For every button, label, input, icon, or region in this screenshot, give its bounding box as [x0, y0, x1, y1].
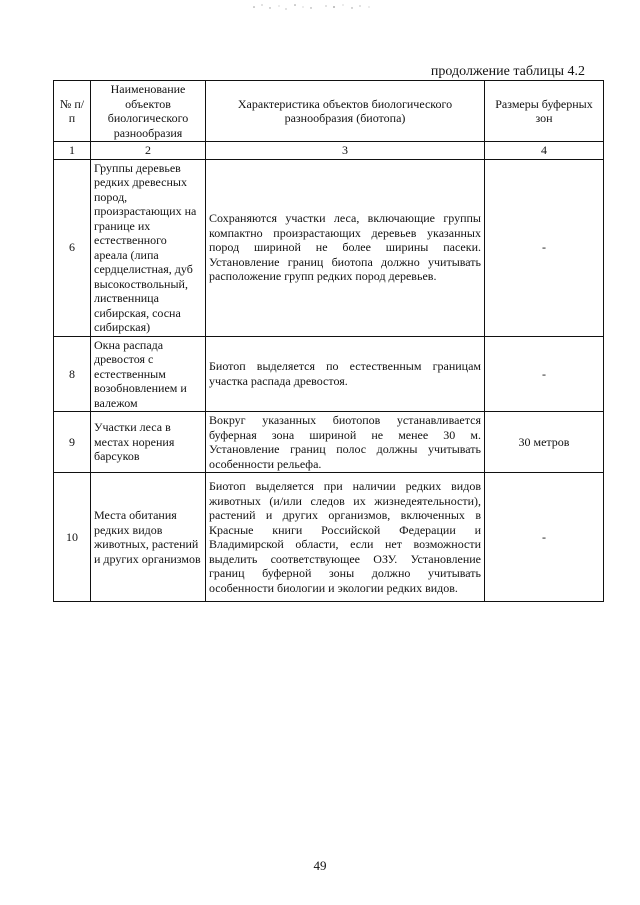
column-index-cell: 4 — [485, 142, 604, 160]
row-buffer-size: - — [485, 336, 604, 412]
table-row — [54, 412, 604, 473]
table-header-row — [54, 81, 604, 142]
row-buffer-size: - — [485, 159, 604, 336]
row-characteristic: Вокруг указанных биотопов устанавливается буферная зона шириной не менее 30 м. Установление границ полос должны учитывать особенности рельефа. — [206, 412, 485, 473]
row-num: 9 — [54, 412, 91, 473]
table-row — [54, 473, 604, 602]
row-characteristic: Биотоп выделяется по естественным границам участка распада древостоя. — [206, 336, 485, 412]
column-index-cell: 1 — [54, 142, 91, 160]
table-continuation-label: продолжение таблицы 4.2 — [430, 64, 585, 79]
header-num: № п/п — [54, 81, 91, 142]
row-name: Группы деревьев редких древесных пород, произрастающих на границе их естественного ареала (липа сердцелистная, дуб высокоствольный, лиственница сибирская, сосна сибирская) — [91, 159, 206, 336]
row-num: 10 — [54, 473, 91, 602]
row-characteristic: Биотоп выделяется при наличии редких видов животных (и/или следов их жизнедеятельности), растений и других организмов, включенных в Красные книги Российской Федерации и Владимирской области, если нет возможности выделить соответствующее ОЗУ. Установление границ буферной зоны должно учитывать особенности биологии и экологии редких видов. — [206, 473, 485, 602]
header-buffer-size: Размеры буферных зон — [485, 81, 604, 142]
column-index-cell: 2 — [91, 142, 206, 160]
header-characteristic: Характеристика объектов биологического разнообразия (биотопа) — [206, 81, 485, 142]
row-num: 6 — [54, 159, 91, 336]
row-num: 8 — [54, 336, 91, 412]
row-buffer-size: - — [485, 473, 604, 602]
scan-noise-marks — [248, 2, 378, 12]
table-row — [54, 336, 604, 412]
row-name: Места обитания редких видов животных, растений и других организмов — [91, 473, 206, 602]
row-name: Окна распада древостоя с естественным возобновлением и валежом — [91, 336, 206, 412]
column-index-cell: 3 — [206, 142, 485, 160]
table-row — [54, 159, 604, 336]
page-number: 49 — [313, 858, 327, 873]
biodiversity-table — [53, 80, 604, 602]
row-buffer-size: 30 метров — [485, 412, 604, 473]
row-characteristic: Сохраняются участки леса, включающие группы компактно произрастающих деревьев указанных пород шириной не более ширины пасеки. Установление границ биотопа должно учитывать расположение групп редких пород деревьев. — [206, 159, 485, 336]
column-index-row — [54, 142, 604, 160]
header-name: Наименование объектов биологического разнообразия — [91, 81, 206, 142]
row-name: Участки леса в местах норения барсуков — [91, 412, 206, 473]
